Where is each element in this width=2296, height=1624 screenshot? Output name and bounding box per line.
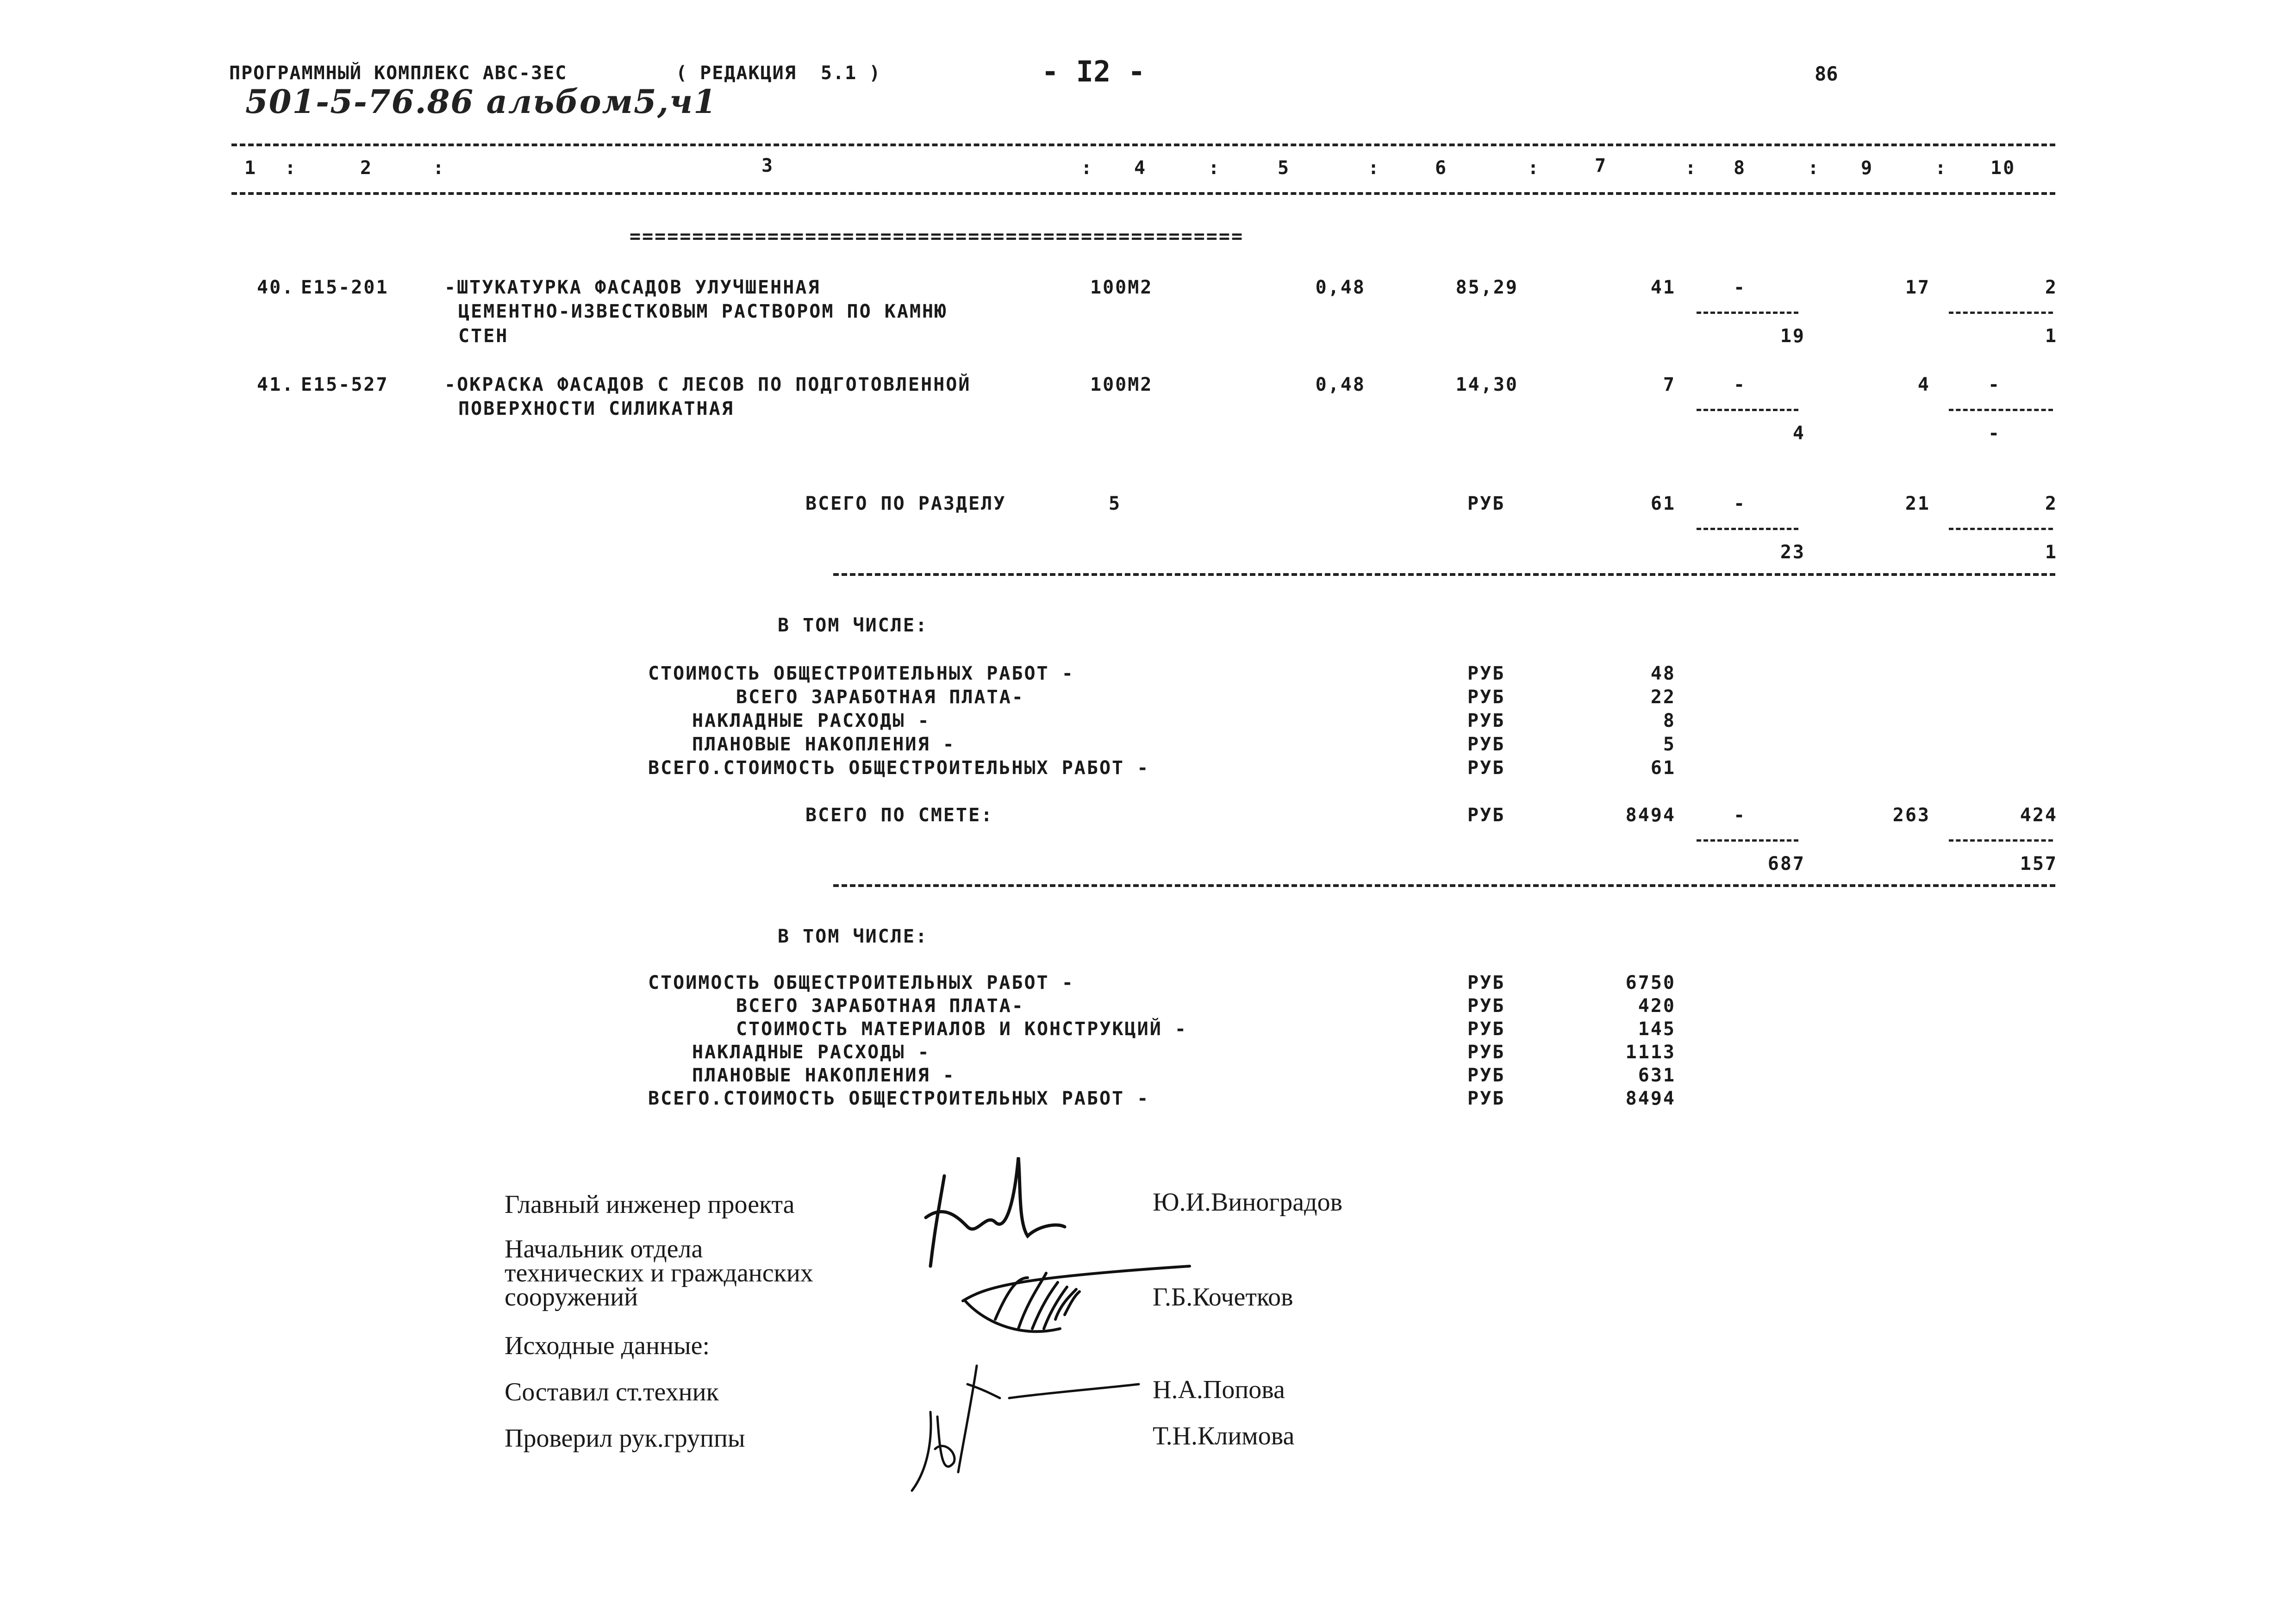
chief-engineer-role: Главный инженер проекта bbox=[505, 1190, 795, 1219]
col9: 21 bbox=[1905, 493, 1930, 514]
breakdown-label: СТОИМОСТЬ ОБЩЕСТРОИТЕЛЬНЫХ РАБОТ - bbox=[648, 972, 1074, 993]
breakdown-unit: РУБ bbox=[1467, 687, 1505, 708]
item-quantity: 0,48 bbox=[1315, 277, 1366, 298]
col10-top: 2 bbox=[2045, 277, 2058, 298]
fraction-rule bbox=[1949, 839, 2053, 842]
estimate-total-value: 8494 bbox=[1625, 805, 1676, 826]
fraction-rule bbox=[1697, 839, 1798, 842]
fraction-rule bbox=[1949, 528, 2053, 530]
col10-bottom: 157 bbox=[2020, 853, 2058, 874]
col8-top: - bbox=[1734, 374, 1747, 395]
breakdown-label: ПЛАНОВЫЕ НАКОПЛЕНИЯ - bbox=[692, 1065, 955, 1086]
table-top-rule bbox=[231, 144, 2055, 146]
breakdown-label: ВСЕГО ЗАРАБОТНАЯ ПЛАТА- bbox=[736, 995, 1024, 1017]
section-total-value: 61 bbox=[1650, 493, 1676, 514]
breakdown-value: 8 bbox=[1663, 710, 1676, 731]
including-heading: В ТОМ ЧИСЛЕ: bbox=[778, 926, 928, 947]
item-description: СТЕН bbox=[458, 325, 509, 347]
col10-bottom: - bbox=[1988, 423, 2001, 444]
breakdown-value: 631 bbox=[1638, 1065, 1676, 1086]
breakdown-value: 1113 bbox=[1625, 1042, 1676, 1063]
table-header-rule bbox=[231, 192, 2055, 195]
col8-top: - bbox=[1734, 493, 1747, 514]
fraction-rule bbox=[1949, 312, 2053, 314]
breakdown-unit: РУБ bbox=[1467, 972, 1505, 993]
handwritten-reference: 501-5-76.86 альбом5,ч1 bbox=[245, 82, 717, 121]
col9: 263 bbox=[1892, 805, 1930, 826]
item-description: ЦЕМЕНТНО-ИЗВЕСТКОВЫМ РАСТВОРОМ ПО КАМНЮ bbox=[458, 301, 948, 322]
section-separator: ================================================= bbox=[630, 226, 1244, 247]
column-header: 9 bbox=[1861, 157, 1874, 179]
fraction-rule bbox=[1697, 312, 1798, 314]
breakdown-label: ВСЕГО.СТОИМОСТЬ ОБЩЕСТРОИТЕЛЬНЫХ РАБОТ - bbox=[648, 1088, 1150, 1109]
sheet-number: 86 bbox=[1815, 62, 1838, 85]
breakdown-value: 22 bbox=[1650, 687, 1676, 708]
breakdown-value: 6750 bbox=[1625, 972, 1676, 993]
breakdown-value: 61 bbox=[1650, 757, 1676, 779]
column-separator: : bbox=[285, 157, 298, 179]
item-total: 7 bbox=[1663, 374, 1676, 395]
fraction-rule bbox=[1697, 409, 1798, 411]
including-heading: В ТОМ ЧИСЛЕ: bbox=[778, 615, 928, 636]
head-role: Начальник отдела bbox=[505, 1235, 703, 1263]
checked-role: Проверил рук.группы bbox=[505, 1424, 745, 1453]
breakdown-label: ВСЕГО ЗАРАБОТНАЯ ПЛАТА- bbox=[736, 687, 1024, 708]
item-description: ПОВЕРХНОСТИ СИЛИКАТНАЯ bbox=[458, 398, 734, 419]
program-title: ПРОГРАММНЫЙ КОМПЛЕКС АВС-3ЕС bbox=[229, 62, 568, 84]
col8-bottom: 19 bbox=[1780, 325, 1805, 347]
item-code: Е15-527 bbox=[301, 374, 389, 395]
head-role: технических и гражданских bbox=[505, 1259, 813, 1287]
column-header: 10 bbox=[1990, 157, 2016, 179]
source-data-label: Исходные данные: bbox=[505, 1331, 710, 1360]
section-total-unit: РУБ bbox=[1467, 493, 1505, 514]
column-separator: : bbox=[1081, 157, 1094, 179]
item-code: Е15-201 bbox=[301, 277, 389, 298]
estimate-total-unit: РУБ bbox=[1467, 805, 1505, 826]
breakdown-label: НАКЛАДНЫЕ РАСХОДЫ - bbox=[692, 1042, 930, 1063]
column-header: 5 bbox=[1278, 157, 1291, 179]
item-unit-price: 14,30 bbox=[1455, 374, 1518, 395]
chief-engineer-name: Ю.И.Виноградов bbox=[1153, 1188, 1343, 1217]
col8-bottom: 23 bbox=[1780, 542, 1805, 563]
col8-bottom: 687 bbox=[1767, 853, 1805, 874]
section-total-number: 5 bbox=[1109, 493, 1122, 514]
col10-bottom: 1 bbox=[2045, 542, 2058, 563]
column-separator: : bbox=[1208, 157, 1221, 179]
breakdown-unit: РУБ bbox=[1467, 734, 1505, 755]
breakdown-value: 8494 bbox=[1625, 1088, 1676, 1109]
page-number: - I2 - bbox=[1042, 55, 1145, 88]
column-header: 4 bbox=[1134, 157, 1147, 179]
item-description: -ШТУКАТУРКА ФАСАДОВ УЛУЧШЕННАЯ bbox=[444, 277, 821, 298]
column-separator: : bbox=[1528, 157, 1541, 179]
col10-top: - bbox=[1988, 374, 2001, 395]
column-header: 3 bbox=[761, 155, 774, 176]
compiled-name: Н.А.Попова bbox=[1153, 1375, 1285, 1404]
column-separator: : bbox=[1808, 157, 1821, 179]
item-quantity: 0,48 bbox=[1315, 374, 1366, 395]
breakdown-unit: РУБ bbox=[1467, 1018, 1505, 1040]
fraction-rule bbox=[1697, 528, 1798, 530]
item-description: -ОКРАСКА ФАСАДОВ С ЛЕСОВ ПО ПОДГОТОВЛЕННОЙ bbox=[444, 374, 971, 395]
fraction-rule bbox=[1949, 409, 2053, 411]
head-name: Г.Б.Кочетков bbox=[1153, 1283, 1293, 1312]
edition-label: ( РЕДАКЦИЯ 5.1 ) bbox=[676, 62, 881, 84]
head-signature bbox=[958, 1250, 1199, 1343]
breakdown-value: 5 bbox=[1663, 734, 1676, 755]
breakdown-unit: РУБ bbox=[1467, 1042, 1505, 1063]
item-unit: 100М2 bbox=[1090, 374, 1153, 395]
item-unit-price: 85,29 bbox=[1455, 277, 1518, 298]
breakdown-value: 420 bbox=[1638, 995, 1676, 1017]
col10-bottom: 1 bbox=[2045, 325, 2058, 347]
item-unit: 100М2 bbox=[1090, 277, 1153, 298]
item-total: 41 bbox=[1650, 277, 1676, 298]
column-separator: : bbox=[1368, 157, 1381, 179]
col8-top: - bbox=[1734, 277, 1747, 298]
col10-top: 2 bbox=[2045, 493, 2058, 514]
column-separator: : bbox=[1685, 157, 1698, 179]
item-number: 40. bbox=[257, 277, 295, 298]
column-separator: : bbox=[1935, 157, 1948, 179]
item-number: 41. bbox=[257, 374, 295, 395]
col10-top: 424 bbox=[2020, 805, 2058, 826]
breakdown-label: СТОИМОСТЬ ОБЩЕСТРОИТЕЛЬНЫХ РАБОТ - bbox=[648, 663, 1074, 684]
col9: 17 bbox=[1905, 277, 1930, 298]
breakdown-label: НАКЛАДНЫЕ РАСХОДЫ - bbox=[692, 710, 930, 731]
breakdown-label: ВСЕГО.СТОИМОСТЬ ОБЩЕСТРОИТЕЛЬНЫХ РАБОТ - bbox=[648, 757, 1150, 779]
breakdown-unit: РУБ bbox=[1467, 995, 1505, 1017]
breakdown-unit: РУБ bbox=[1467, 1065, 1505, 1086]
col9: 4 bbox=[1917, 374, 1930, 395]
breakdown-label: ПЛАНОВЫЕ НАКОПЛЕНИЯ - bbox=[692, 734, 955, 755]
breakdown-unit: РУБ bbox=[1467, 757, 1505, 779]
column-header: 1 bbox=[244, 157, 257, 179]
breakdown-unit: РУБ bbox=[1467, 663, 1505, 684]
breakdown-unit: РУБ bbox=[1467, 1088, 1505, 1109]
breakdown-value: 145 bbox=[1638, 1018, 1676, 1040]
col8-top: - bbox=[1734, 805, 1747, 826]
breakdown-unit: РУБ bbox=[1467, 710, 1505, 731]
compiled-signature bbox=[903, 1356, 1143, 1495]
column-header: 7 bbox=[1595, 155, 1608, 176]
column-header: 2 bbox=[360, 157, 373, 179]
estimate-total-label: ВСЕГО ПО СМЕТЕ: bbox=[805, 805, 994, 826]
breakdown-value: 48 bbox=[1650, 663, 1676, 684]
section-total-label: ВСЕГО ПО РАЗДЕЛУ bbox=[805, 493, 1006, 514]
breakdown-label: СТОИМОСТЬ МАТЕРИАЛОВ И КОНСТРУКЦИЙ - bbox=[736, 1018, 1187, 1040]
column-header: 8 bbox=[1734, 157, 1747, 179]
estimate-total-rule bbox=[833, 884, 2055, 887]
col8-bottom: 4 bbox=[1792, 423, 1805, 444]
column-header: 6 bbox=[1435, 157, 1448, 179]
checked-name: Т.Н.Климова bbox=[1153, 1422, 1295, 1450]
column-separator: : bbox=[433, 157, 446, 179]
head-role: сооружений bbox=[505, 1283, 638, 1312]
section-total-rule bbox=[833, 573, 2055, 576]
compiled-role: Составил ст.техник bbox=[505, 1378, 719, 1406]
